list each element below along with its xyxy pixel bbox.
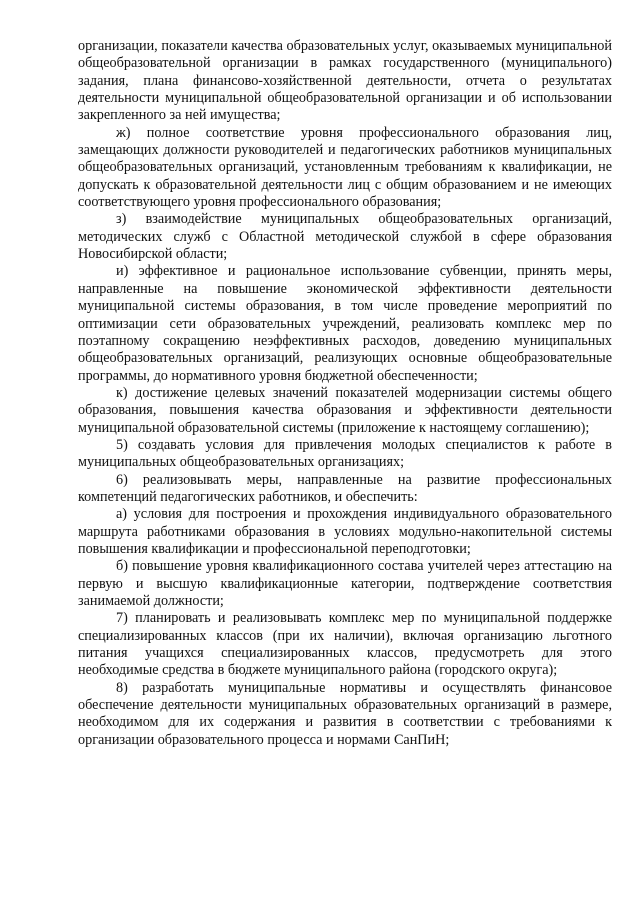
paragraph-item-a: а) условия для построения и прохождения индивидуального образовательного маршрута работниками образования в условиях модульно-накопительной системы повышения квалификации и профессиональной переподготовки; xyxy=(78,506,612,557)
document-page xyxy=(78,38,612,749)
paragraph-continuation: организации, показатели качества образовательных услуг, оказываемых муниципальной общеобразовательной организации в рамках государственного (муниципального) задания, плана финансово-хозяйственной деятельности, отчета о результатах деятельности муниципальной общеобразовательной организации и об использовании закрепленного за ней имущества; xyxy=(78,38,612,124)
paragraph-item-6: 6) реализовывать меры, направленные на развитие профессиональных компетенций педагогических работников, и обеспечить: xyxy=(78,471,612,505)
paragraph-item-7: 7) планировать и реализовывать комплекс мер по муниципальной поддержке специализированных классов (при их наличии), включая организацию льготного питания учащихся специализированных классов, предусмотреть для этого необходимые средства в бюджете муниципального района (городского округа); xyxy=(78,610,612,679)
paragraph-item-k: к) достижение целевых значений показателей модернизации системы общего образования, повышения качества образования и эффективности деятельности муниципальной образовательной системы (приложение к настоящему соглашению); xyxy=(78,384,612,436)
paragraph-item-z: з) взаимодействие муниципальных общеобразовательных организаций, методических служб с Областной методической службой в сфере образования Новосибирской области; xyxy=(78,211,612,263)
paragraph-item-i: и) эффективное и рациональное использование субвенции, принять меры, направленные на повышение экономической эффективности деятельности муниципальной системы образования, в том числе проведение мероприятий по оптимизации сети образовательных учреждений, реализовать комплекс мер по поэтапному сокращению неэффективных расходов, доведению муниципальных общеобразовательных организаций, реализующих основные общеобразовательные программы, до нормативного уровня бюджетной обеспеченности; xyxy=(78,263,612,384)
paragraph-item-5: 5) создавать условия для привлечения молодых специалистов к работе в муниципальных общеобразовательных организациях; xyxy=(78,436,612,471)
paragraph-item-8: 8) разработать муниципальные нормативы и осуществлять финансовое обеспечение деятельности муниципальных образовательных организаций в размере, необходимом для их содержания и развития в соответствии с требованиями к организации образовательного процесса и нормами СанПиН; xyxy=(78,679,612,748)
paragraph-item-b: б) повышение уровня квалификационного состава учителей через аттестацию на первую и высшую квалификационные категории, подтверждение соответствия занимаемой должности; xyxy=(78,558,612,609)
paragraph-item-zh: ж) полное соответствие уровня профессионального образования лиц, замещающих должности руководителей и педагогических работников муниципальных общеобразовательных организаций, установленным требованиям к квалификации, не допускать к образовательной деятельности лиц с общим образованием и не имеющих соответствующего уровня профессионального образования; xyxy=(78,124,612,211)
